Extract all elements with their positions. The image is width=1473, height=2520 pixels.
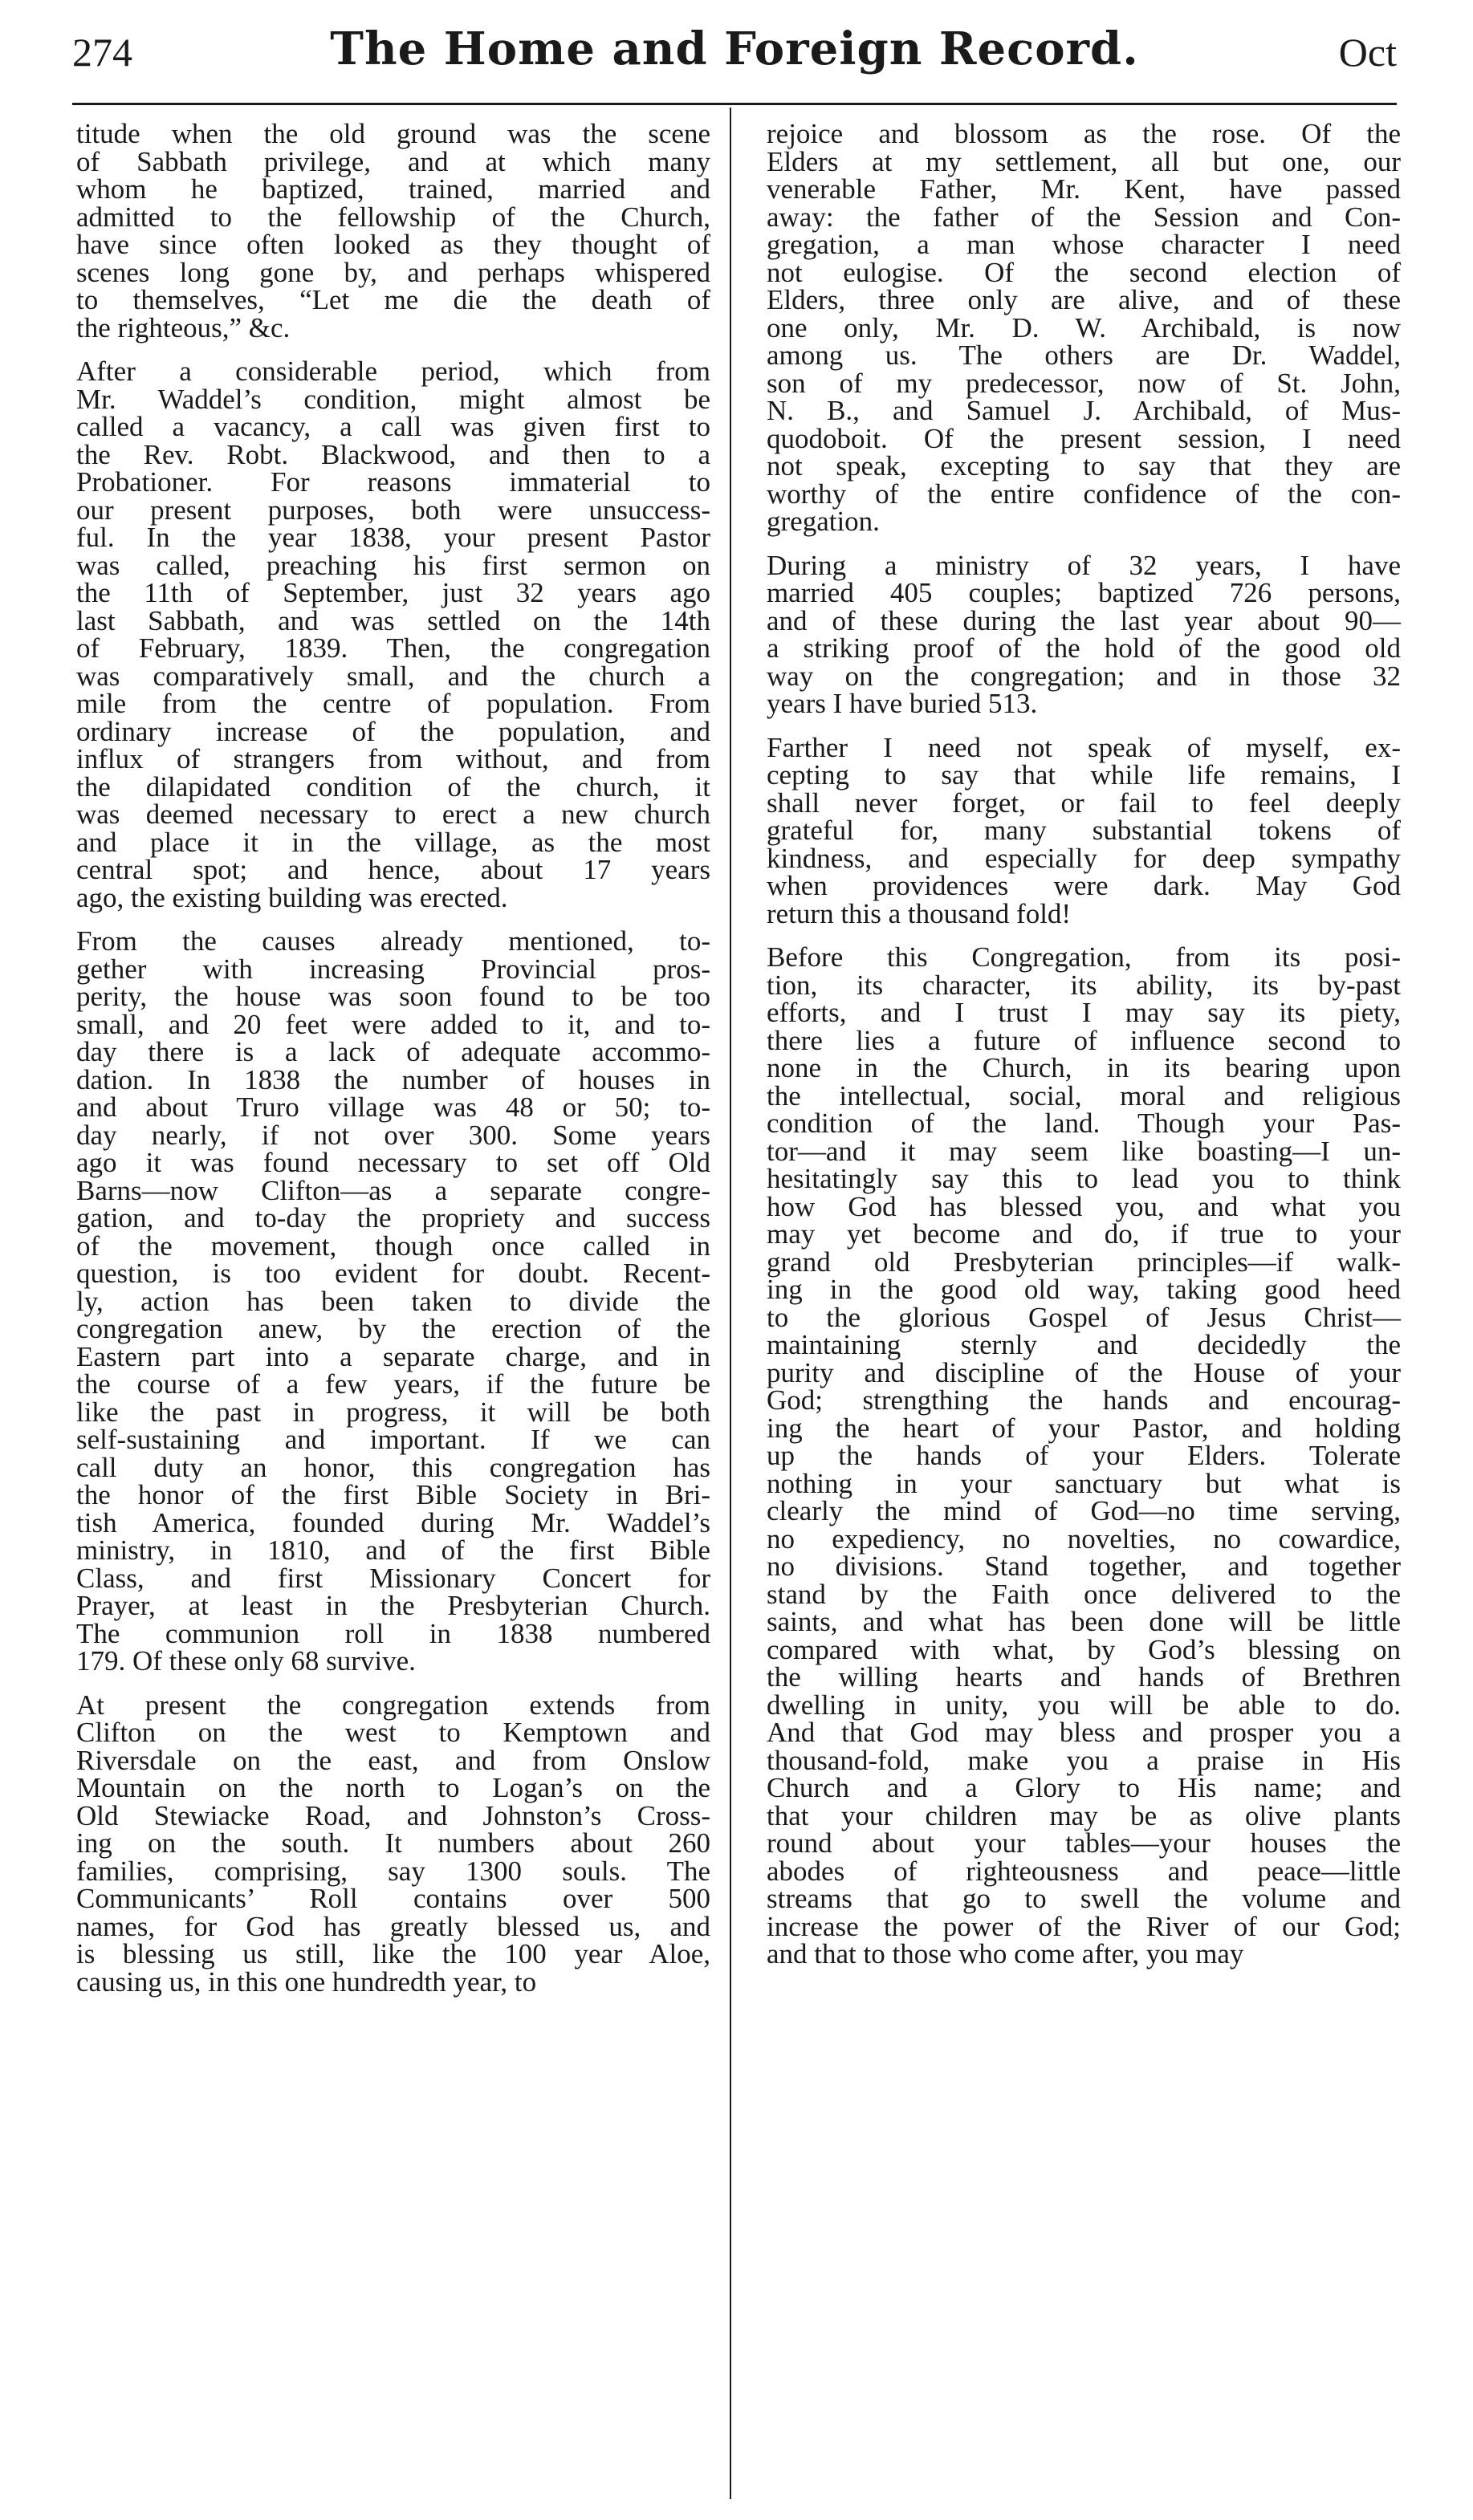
text-line: 179. Of these only 68 survive.: [76, 1645, 416, 1677]
text-line: ly, action has been taken to divide the: [76, 1285, 710, 1317]
text-line: Before this Congregation, from its posi-: [767, 941, 1401, 973]
text-line: the righteous,” &c.: [76, 311, 291, 343]
text-line: not speak, excepting to say that they are: [767, 450, 1401, 482]
text-line: nothing in your sanctuary but what is: [767, 1467, 1401, 1499]
text-line: During a ministry of 32 years, I have: [767, 549, 1401, 581]
text-line: dation. In 1838 the number of houses in: [76, 1063, 710, 1095]
right-column: [767, 120, 1401, 1969]
text-line: up the hands of your Elders. Tolerate: [767, 1440, 1401, 1471]
text-line: purity and discipline of the House of your: [767, 1356, 1401, 1388]
text-line: the intellectual, social, moral and religious: [767, 1079, 1401, 1112]
text-line: From the causes already mentioned, to-: [76, 925, 710, 957]
text-line: admitted to the fellowship of the Church,: [76, 201, 710, 233]
text-line: N. B., and Samuel J. Archibald, of Mus-: [767, 395, 1401, 426]
text-line: and of these during the last year about 90—: [767, 604, 1401, 636]
text-line: condition of the land. Though your Pas-: [767, 1108, 1401, 1139]
text-line: how God has blessed you, and what you: [767, 1190, 1401, 1222]
text-line: compared with what, by God’s blessing on: [767, 1633, 1401, 1665]
text-line: round about your tables—your houses the: [767, 1827, 1401, 1859]
text-line: Elders at my settlement, all but one, our: [767, 145, 1401, 177]
text-line: whom he baptized, trained, married and: [76, 173, 710, 205]
paragraph: [76, 925, 710, 1677]
text-line: call duty an honor, this congregation has: [76, 1451, 710, 1483]
text-line: none in the Church, in its bearing upon: [767, 1052, 1401, 1083]
text-line: increase the power of the River of our God;: [767, 1910, 1401, 1942]
text-line: ing the heart of your Pastor, and holding: [767, 1412, 1401, 1444]
text-line: Clifton on the west to Kemptown and: [76, 1717, 710, 1748]
text-line: maintaining sternly and decidedly the: [767, 1329, 1401, 1360]
text-line: return this a thousand fold!: [767, 897, 1072, 929]
paragraph: [76, 1689, 710, 1998]
text-line: no expediency, no novelties, no cowardice,: [767, 1522, 1401, 1555]
text-line: years I have buried 513.: [767, 688, 1038, 719]
text-line: son of my predecessor, now of St. John,: [767, 367, 1401, 399]
text-line: God; strengthing the hands and encourag-: [767, 1384, 1401, 1416]
text-line: to themselves, “Let me die the death of: [76, 284, 710, 315]
text-line: abodes of righteousness and peace—little: [767, 1855, 1401, 1887]
text-line: quodoboit. Of the present session, I need: [767, 422, 1401, 454]
paragraph: [76, 358, 710, 912]
text-line: ing in the good old way, taking good heed: [767, 1274, 1401, 1305]
text-line: like the past in progress, it will be both: [76, 1396, 710, 1428]
text-line: causing us, in this one hundredth year, to: [76, 1965, 537, 1998]
text-line: day nearly, if not over 300. Some years: [76, 1119, 710, 1151]
text-line: central spot; and hence, about 17 years: [76, 854, 710, 885]
text-line: tish America, founded during Mr. Waddel’s: [76, 1506, 710, 1538]
text-line: families, comprising, say 1300 souls. The: [76, 1855, 710, 1887]
text-line: and place it in the village, as the most: [76, 826, 710, 858]
paragraph: [767, 731, 1401, 929]
text-line: not eulogise. Of the second election of: [767, 256, 1401, 288]
text-line: The communion roll in 1838 numbered: [76, 1617, 710, 1649]
text-line: the dilapidated condition of the church, it: [76, 770, 710, 803]
issue-month: Oct: [1338, 30, 1397, 75]
text-line: of the movement, though once called in: [76, 1230, 710, 1262]
paragraph: [767, 120, 1401, 536]
text-line: thousand-fold, make you a praise in His: [767, 1744, 1401, 1776]
text-line: among us. The others are Dr. Waddel,: [767, 339, 1401, 371]
text-line: that your children may be as olive plants: [767, 1799, 1401, 1831]
text-line: of Sabbath privilege, and at which many: [76, 145, 710, 177]
text-line: have since often looked as they thought of: [76, 229, 710, 260]
text-line: self-sustaining and important. If we can: [76, 1424, 710, 1455]
text-line: one only, Mr. D. W. Archibald, is now: [767, 311, 1401, 343]
text-line: the course of a few years, if the future be: [76, 1368, 710, 1400]
text-line: called a vacancy, a call was given first to: [76, 411, 710, 442]
text-line: perity, the house was soon found to be too: [76, 981, 710, 1012]
text-line: And that God may bless and prosper you a: [767, 1717, 1401, 1748]
text-line: Mountain on the north to Logan’s on the: [76, 1772, 710, 1803]
text-line: Barns—now Clifton—as a separate congre-: [76, 1174, 710, 1206]
text-line: and that to those who come after, you may: [767, 1938, 1244, 1969]
text-line: way on the congregation; and in those 32: [767, 660, 1401, 692]
journal-title: The Home and Foreign Record.: [330, 22, 1139, 75]
text-line: At present the congregation extends from: [76, 1689, 710, 1721]
text-line: is blessing us still, like the 100 year Aloe,: [76, 1938, 710, 1969]
page-number: 274: [72, 30, 132, 75]
text-line: rejoice and blossom as the rose. Of the: [767, 118, 1401, 149]
text-line: ing on the south. It numbers about 260: [76, 1827, 710, 1859]
text-line: Church and a Glory to His name; and: [767, 1772, 1401, 1803]
text-line: when providences were dark. May God: [767, 870, 1401, 901]
text-line: there lies a future of influence second to: [767, 1024, 1401, 1056]
text-line: day there is a lack of adequate accommo-: [76, 1036, 710, 1067]
text-line: gregation.: [767, 506, 880, 537]
column-divider: [730, 108, 731, 2499]
text-line: Mr. Waddel’s condition, might almost be: [76, 383, 710, 415]
text-line: hesitatingly say this to lead you to think: [767, 1163, 1401, 1194]
text-line: was comparatively small, and the church a: [76, 660, 710, 692]
text-line: mile from the centre of population. From: [76, 688, 710, 719]
text-line: Farther I need not speak of myself, ex-: [767, 731, 1401, 763]
text-line: a striking proof of the hold of the good old: [767, 632, 1401, 664]
text-line: question, is too evident for doubt. Recent-: [76, 1258, 710, 1289]
text-line: ordinary increase of the population, and: [76, 715, 710, 747]
text-line: shall never forget, or fail to feel deeply: [767, 786, 1401, 819]
running-header: [72, 22, 1397, 95]
text-line: names, for God has greatly blessed us, and: [76, 1910, 710, 1942]
text-line: Elders, three only are alive, and of these: [767, 284, 1401, 315]
text-line: congregation anew, by the erection of the: [76, 1313, 710, 1344]
text-line: away: the father of the Session and Con-: [767, 201, 1401, 233]
text-line: Riversdale on the east, and from Onslow: [76, 1744, 710, 1776]
text-line: Eastern part into a separate charge, and in: [76, 1340, 710, 1372]
text-line: our present purposes, both were unsuccess-: [76, 494, 710, 526]
text-line: the 11th of September, just 32 years ago: [76, 577, 710, 608]
text-line: and about Truro village was 48 or 50; to-: [76, 1091, 710, 1123]
text-line: After a considerable period, which from: [76, 356, 710, 387]
text-line: gation, and to-day the propriety and success: [76, 1202, 710, 1234]
header-rule: [72, 103, 1397, 105]
text-line: kindness, and especially for deep sympathy: [767, 842, 1401, 874]
text-line: efforts, and I trust I may say its piety,: [767, 997, 1401, 1028]
text-line: the willing hearts and hands of Brethren: [767, 1661, 1401, 1693]
text-line: ago it was found necessary to set off Old: [76, 1147, 710, 1178]
text-line: gregation, a man whose character I need: [767, 229, 1401, 260]
paragraph: [76, 120, 710, 342]
text-line: was deemed necessary to erect a new church: [76, 799, 710, 830]
text-line: Prayer, at least in the Presbyterian Church.: [76, 1590, 710, 1621]
text-line: grateful for, many substantial tokens of: [767, 815, 1401, 846]
text-line: last Sabbath, and was settled on the 14th: [76, 604, 710, 636]
text-line: tion, its character, its ability, its by-past: [767, 969, 1401, 1001]
text-line: to the glorious Gospel of Jesus Christ—: [767, 1301, 1401, 1333]
text-line: Class, and first Missionary Concert for: [76, 1562, 710, 1594]
paragraph: [767, 941, 1401, 1969]
paragraph: [767, 549, 1401, 719]
text-line: streams that go to swell the volume and: [767, 1883, 1401, 1914]
text-line: clearly the mind of God—no time serving,: [767, 1495, 1401, 1526]
text-line: Communicants’ Roll contains over 500: [76, 1883, 710, 1914]
text-line: the Rev. Robt. Blackwood, and then to a: [76, 438, 710, 470]
text-line: the honor of the first Bible Society in Bri-: [76, 1479, 710, 1510]
text-line: no divisions. Stand together, and together: [767, 1551, 1401, 1582]
text-line: grand old Presbyterian principles—if walk-: [767, 1246, 1401, 1278]
text-line: Probationer. For reasons immaterial to: [76, 466, 710, 498]
text-line: tor—and it may seem like boasting—I un-: [767, 1135, 1401, 1167]
text-line: small, and 20 feet were added to it, and to-: [76, 1008, 710, 1040]
text-line: stand by the Faith once delivered to the: [767, 1578, 1401, 1610]
text-line: cepting to say that while life remains, I: [767, 759, 1401, 791]
text-line: Old Stewiacke Road, and Johnston’s Cross-: [76, 1799, 710, 1831]
text-line: was called, preaching his first sermon on: [76, 549, 710, 581]
text-line: venerable Father, Mr. Kent, have passed: [767, 173, 1401, 205]
text-line: scenes long gone by, and perhaps whispered: [76, 256, 710, 288]
text-line: titude when the old ground was the scene: [76, 118, 710, 149]
text-line: ministry, in 1810, and of the first Bible: [76, 1534, 710, 1566]
text-line: influx of strangers from without, and from: [76, 743, 710, 774]
text-line: gether with increasing Provincial pros-: [76, 953, 710, 985]
left-column: [76, 120, 710, 1996]
text-line: of February, 1839. Then, the congregation: [76, 632, 710, 664]
text-line: married 405 couples; baptized 726 persons,: [767, 577, 1401, 608]
text-line: ful. In the year 1838, your present Pastor: [76, 522, 710, 553]
text-line: may yet become and do, if true to your: [767, 1218, 1401, 1250]
text-line: ago, the existing building was erected.: [76, 881, 508, 913]
text-line: dwelling in unity, you will be able to do.: [767, 1689, 1401, 1721]
text-line: saints, and what has been done will be little: [767, 1606, 1401, 1637]
text-line: worthy of the entire confidence of the con-: [767, 478, 1401, 510]
